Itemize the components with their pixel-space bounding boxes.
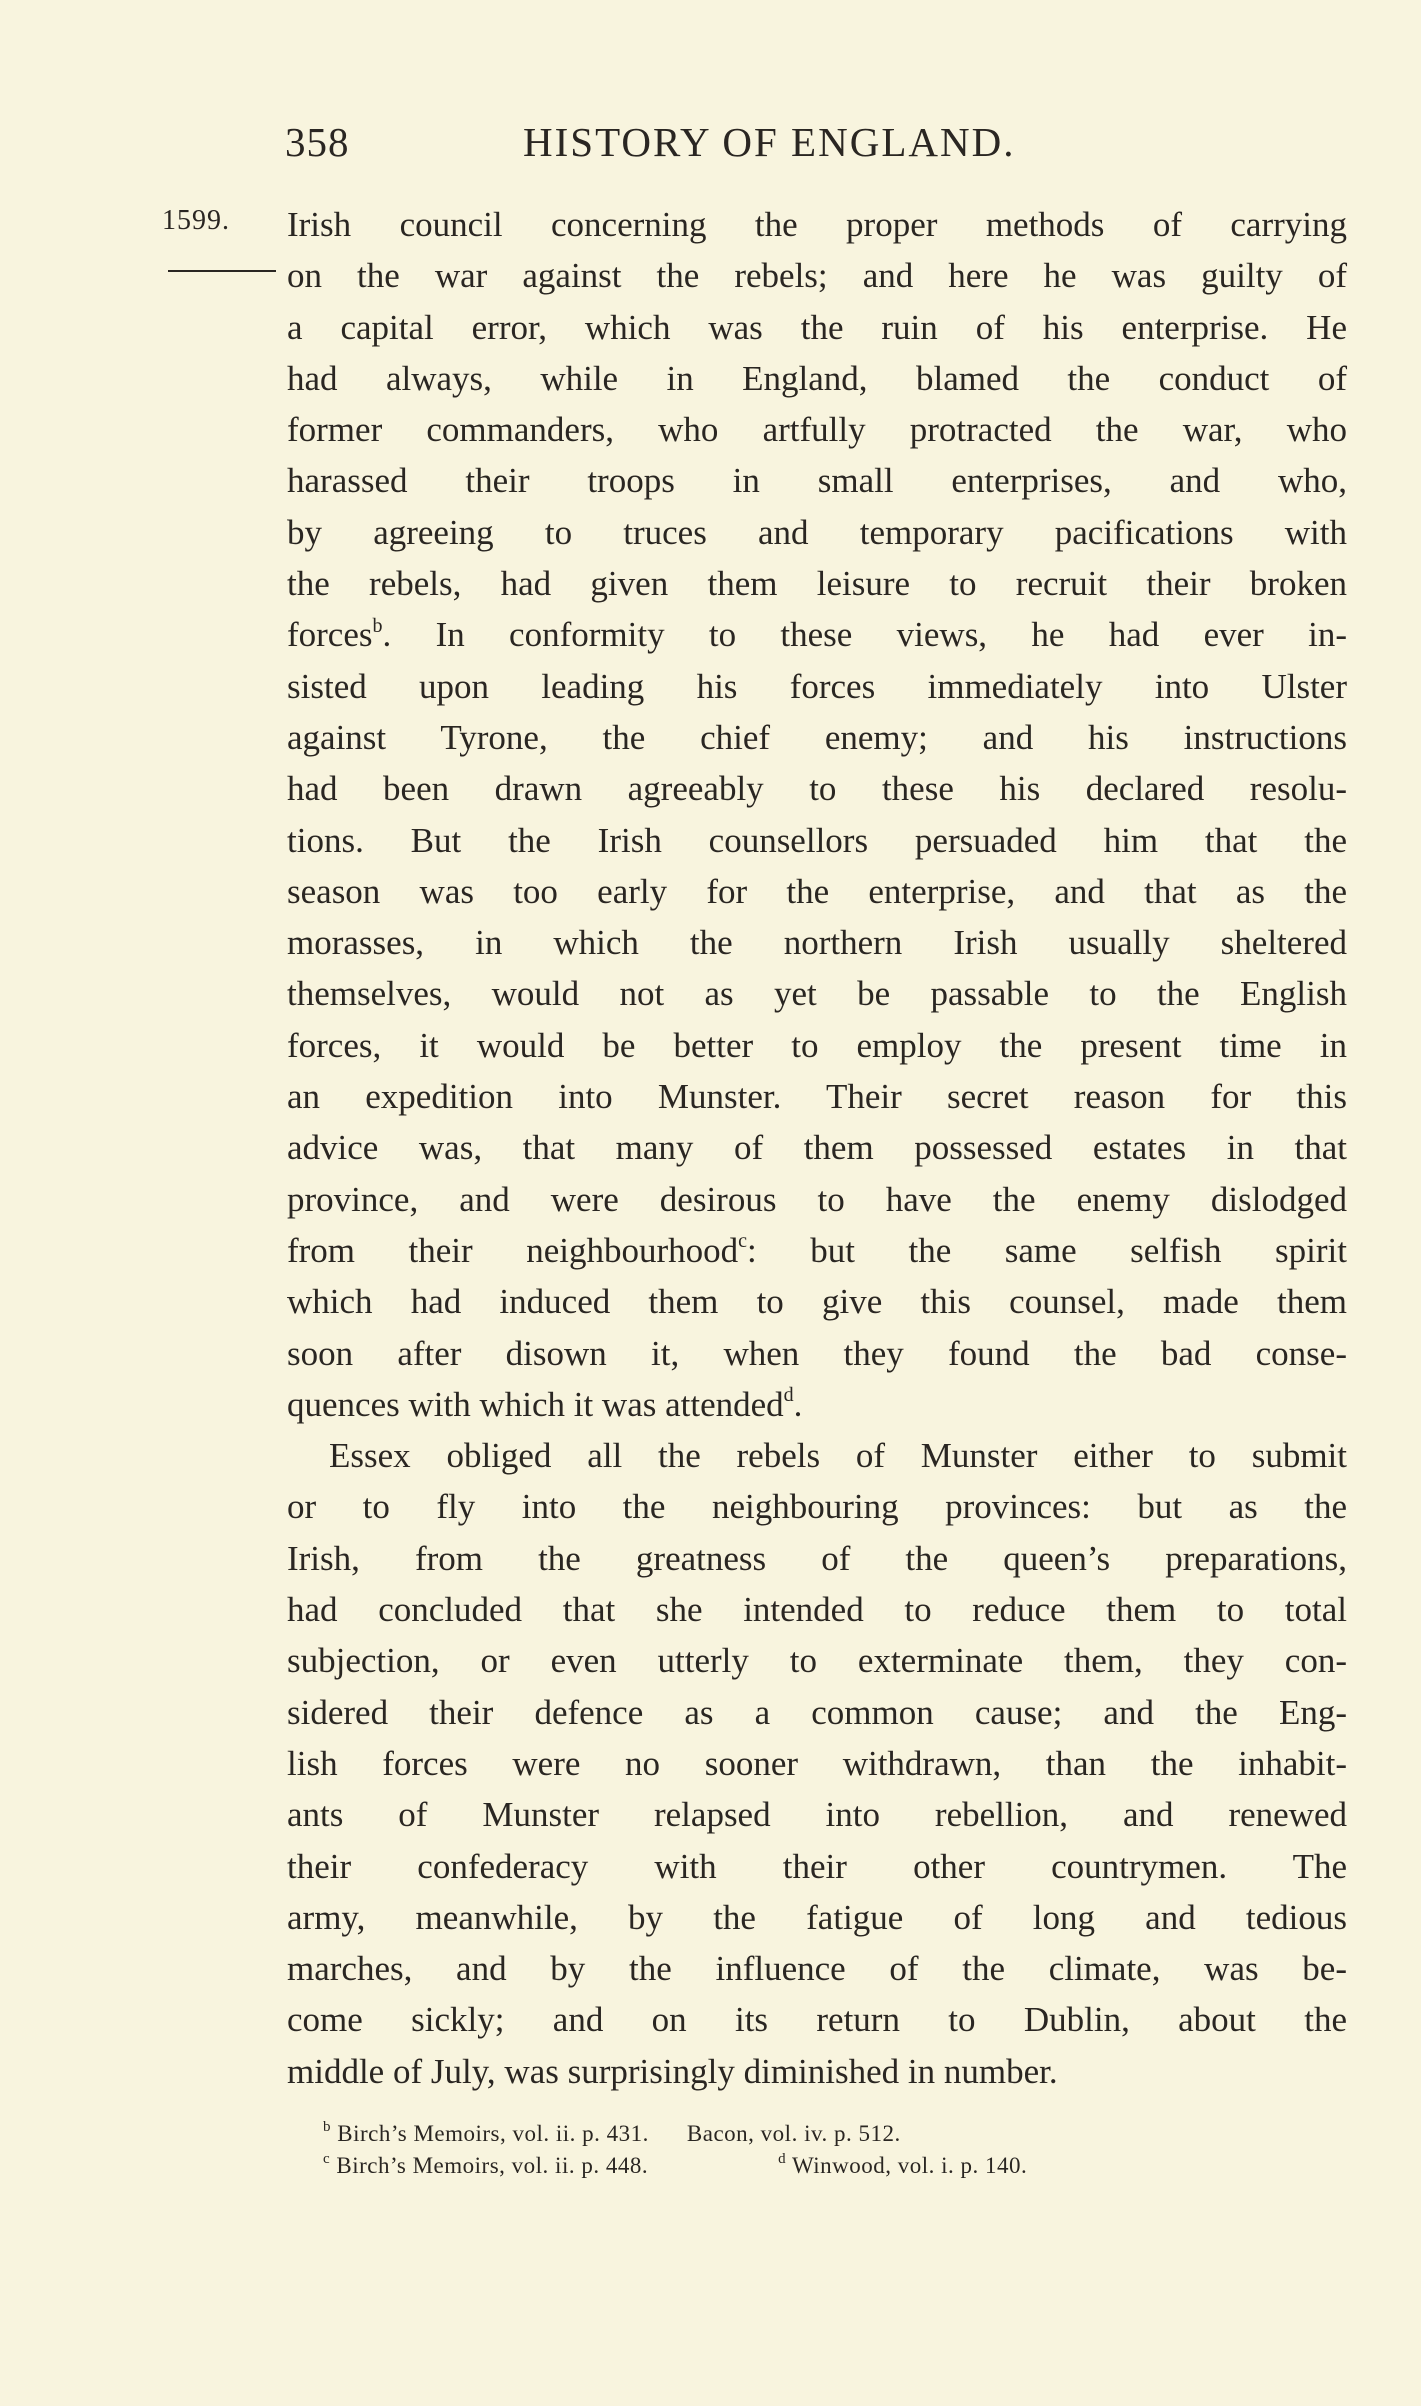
text-line: the rebels, had given them leisure to recruit their broken	[287, 564, 1347, 604]
text-line: against Tyrone, the chief enemy; and his instructions	[287, 717, 1347, 757]
text-fragment: .	[793, 1384, 803, 1424]
text-line: which had induced them to give this counsel, made them	[287, 1282, 1347, 1322]
text-line: sisted upon leading his forces immediately into Ulster	[287, 666, 1347, 706]
text-line: ants of Munster relapsed into rebellion, and renewed	[287, 1795, 1347, 1835]
text-line: advice was, that many of them possessed estates in that	[287, 1128, 1347, 1168]
text-line: Irish council concerning the proper methods of carrying	[287, 205, 1347, 244]
body-text	[287, 199, 1347, 2097]
text-line: Irish, from the greatness of the queen’s preparations,	[287, 1538, 1347, 1578]
footnotes	[323, 2118, 1323, 2182]
text-line: season was too early for the enterprise, and that as the	[287, 871, 1347, 911]
text-line: a capital error, which was the ruin of his enterprise. He	[287, 307, 1347, 347]
footnote-d: Winwood, vol. i. p. 140.	[791, 2153, 1028, 2178]
text-fragment: . In conformity to these views, he had ever in-	[382, 615, 1347, 655]
running-title: HISTORY OF ENGLAND.	[523, 119, 1016, 165]
footnote-b: Birch’s Memoirs, vol. ii. p. 431.	[337, 2121, 649, 2146]
footnote-mark-c: c	[323, 2151, 331, 2168]
text-line: forces, it would be better to employ the present time in	[287, 1025, 1347, 1065]
footnote-ref-c: c	[738, 1230, 747, 1253]
text-line: morasses, in which the northern Irish usually sheltered	[287, 923, 1347, 963]
footnote-b-second: Bacon, vol. iv. p. 512.	[686, 2121, 901, 2146]
text-line: former commanders, who artfully protracted the war, who	[287, 410, 1347, 450]
text-line	[287, 1225, 1347, 1276]
paragraph-start-line: Essex obliged all the rebels of Munster either to submit	[329, 1436, 1347, 1476]
text-line: themselves, would not as yet be passable to the English	[287, 974, 1347, 1014]
text-line: army, meanwhile, by the fatigue of long and tedious	[287, 1897, 1347, 1937]
text-line	[287, 1379, 1347, 1430]
text-line: their confederacy with their other countrymen. The	[287, 1846, 1347, 1886]
text-line: or to fly into the neighbouring provinces: but as the	[287, 1487, 1347, 1527]
running-head	[285, 118, 1347, 178]
footnote-line	[323, 2150, 1323, 2182]
text-line: subjection, or even utterly to exterminate them, they con-	[287, 1641, 1347, 1681]
text-line: by agreeing to truces and temporary pacifications with	[287, 512, 1347, 552]
text-fragment: forces	[287, 615, 373, 655]
text-line: soon after disown it, when they found the bad conse-	[287, 1333, 1347, 1373]
margin-rule	[168, 270, 276, 272]
text-line: middle of July, was surprisingly diminished in number.	[287, 2051, 1058, 2091]
text-line: province, and were desirous to have the enemy dislodged	[287, 1179, 1347, 1219]
footnote-ref-b: b	[372, 614, 383, 637]
text-line: sidered their defence as a common cause; and the Eng-	[287, 1692, 1347, 1732]
text-line: had been drawn agreeably to these his declared resolu-	[287, 769, 1347, 809]
footnote-c: Birch’s Memoirs, vol. ii. p. 448.	[336, 2153, 649, 2178]
text-line: marches, and by the influence of the climate, was be-	[287, 1949, 1347, 1989]
footnote-line	[323, 2118, 1323, 2150]
text-line: come sickly; and on its return to Dublin, about the	[287, 2000, 1347, 2040]
text-line: lish forces were no sooner withdrawn, than the inhabit-	[287, 1743, 1347, 1783]
footnote-mark-b: b	[323, 2119, 331, 2136]
text-fragment: from their neighbourhood	[287, 1230, 739, 1270]
text-fragment: quences with which it was attended	[287, 1384, 784, 1424]
footnote-mark-d: d	[778, 2151, 787, 2168]
margin-year: 1599.	[162, 205, 230, 236]
text-line	[287, 609, 1347, 660]
text-fragment: : but the same selfish spirit	[747, 1230, 1347, 1270]
text-line: an expedition into Munster. Their secret reason for this	[287, 1077, 1347, 1117]
text-line: on the war against the rebels; and here he was guilty of	[287, 256, 1347, 296]
page-number: 358	[285, 119, 350, 165]
text-line: tions. But the Irish counsellors persuaded him that the	[287, 820, 1347, 860]
text-line: had concluded that she intended to reduce them to total	[287, 1590, 1347, 1630]
footnote-ref-d: d	[783, 1384, 794, 1407]
text-line: harassed their troops in small enterprises, and who,	[287, 461, 1347, 501]
text-line: had always, while in England, blamed the conduct of	[287, 358, 1347, 398]
